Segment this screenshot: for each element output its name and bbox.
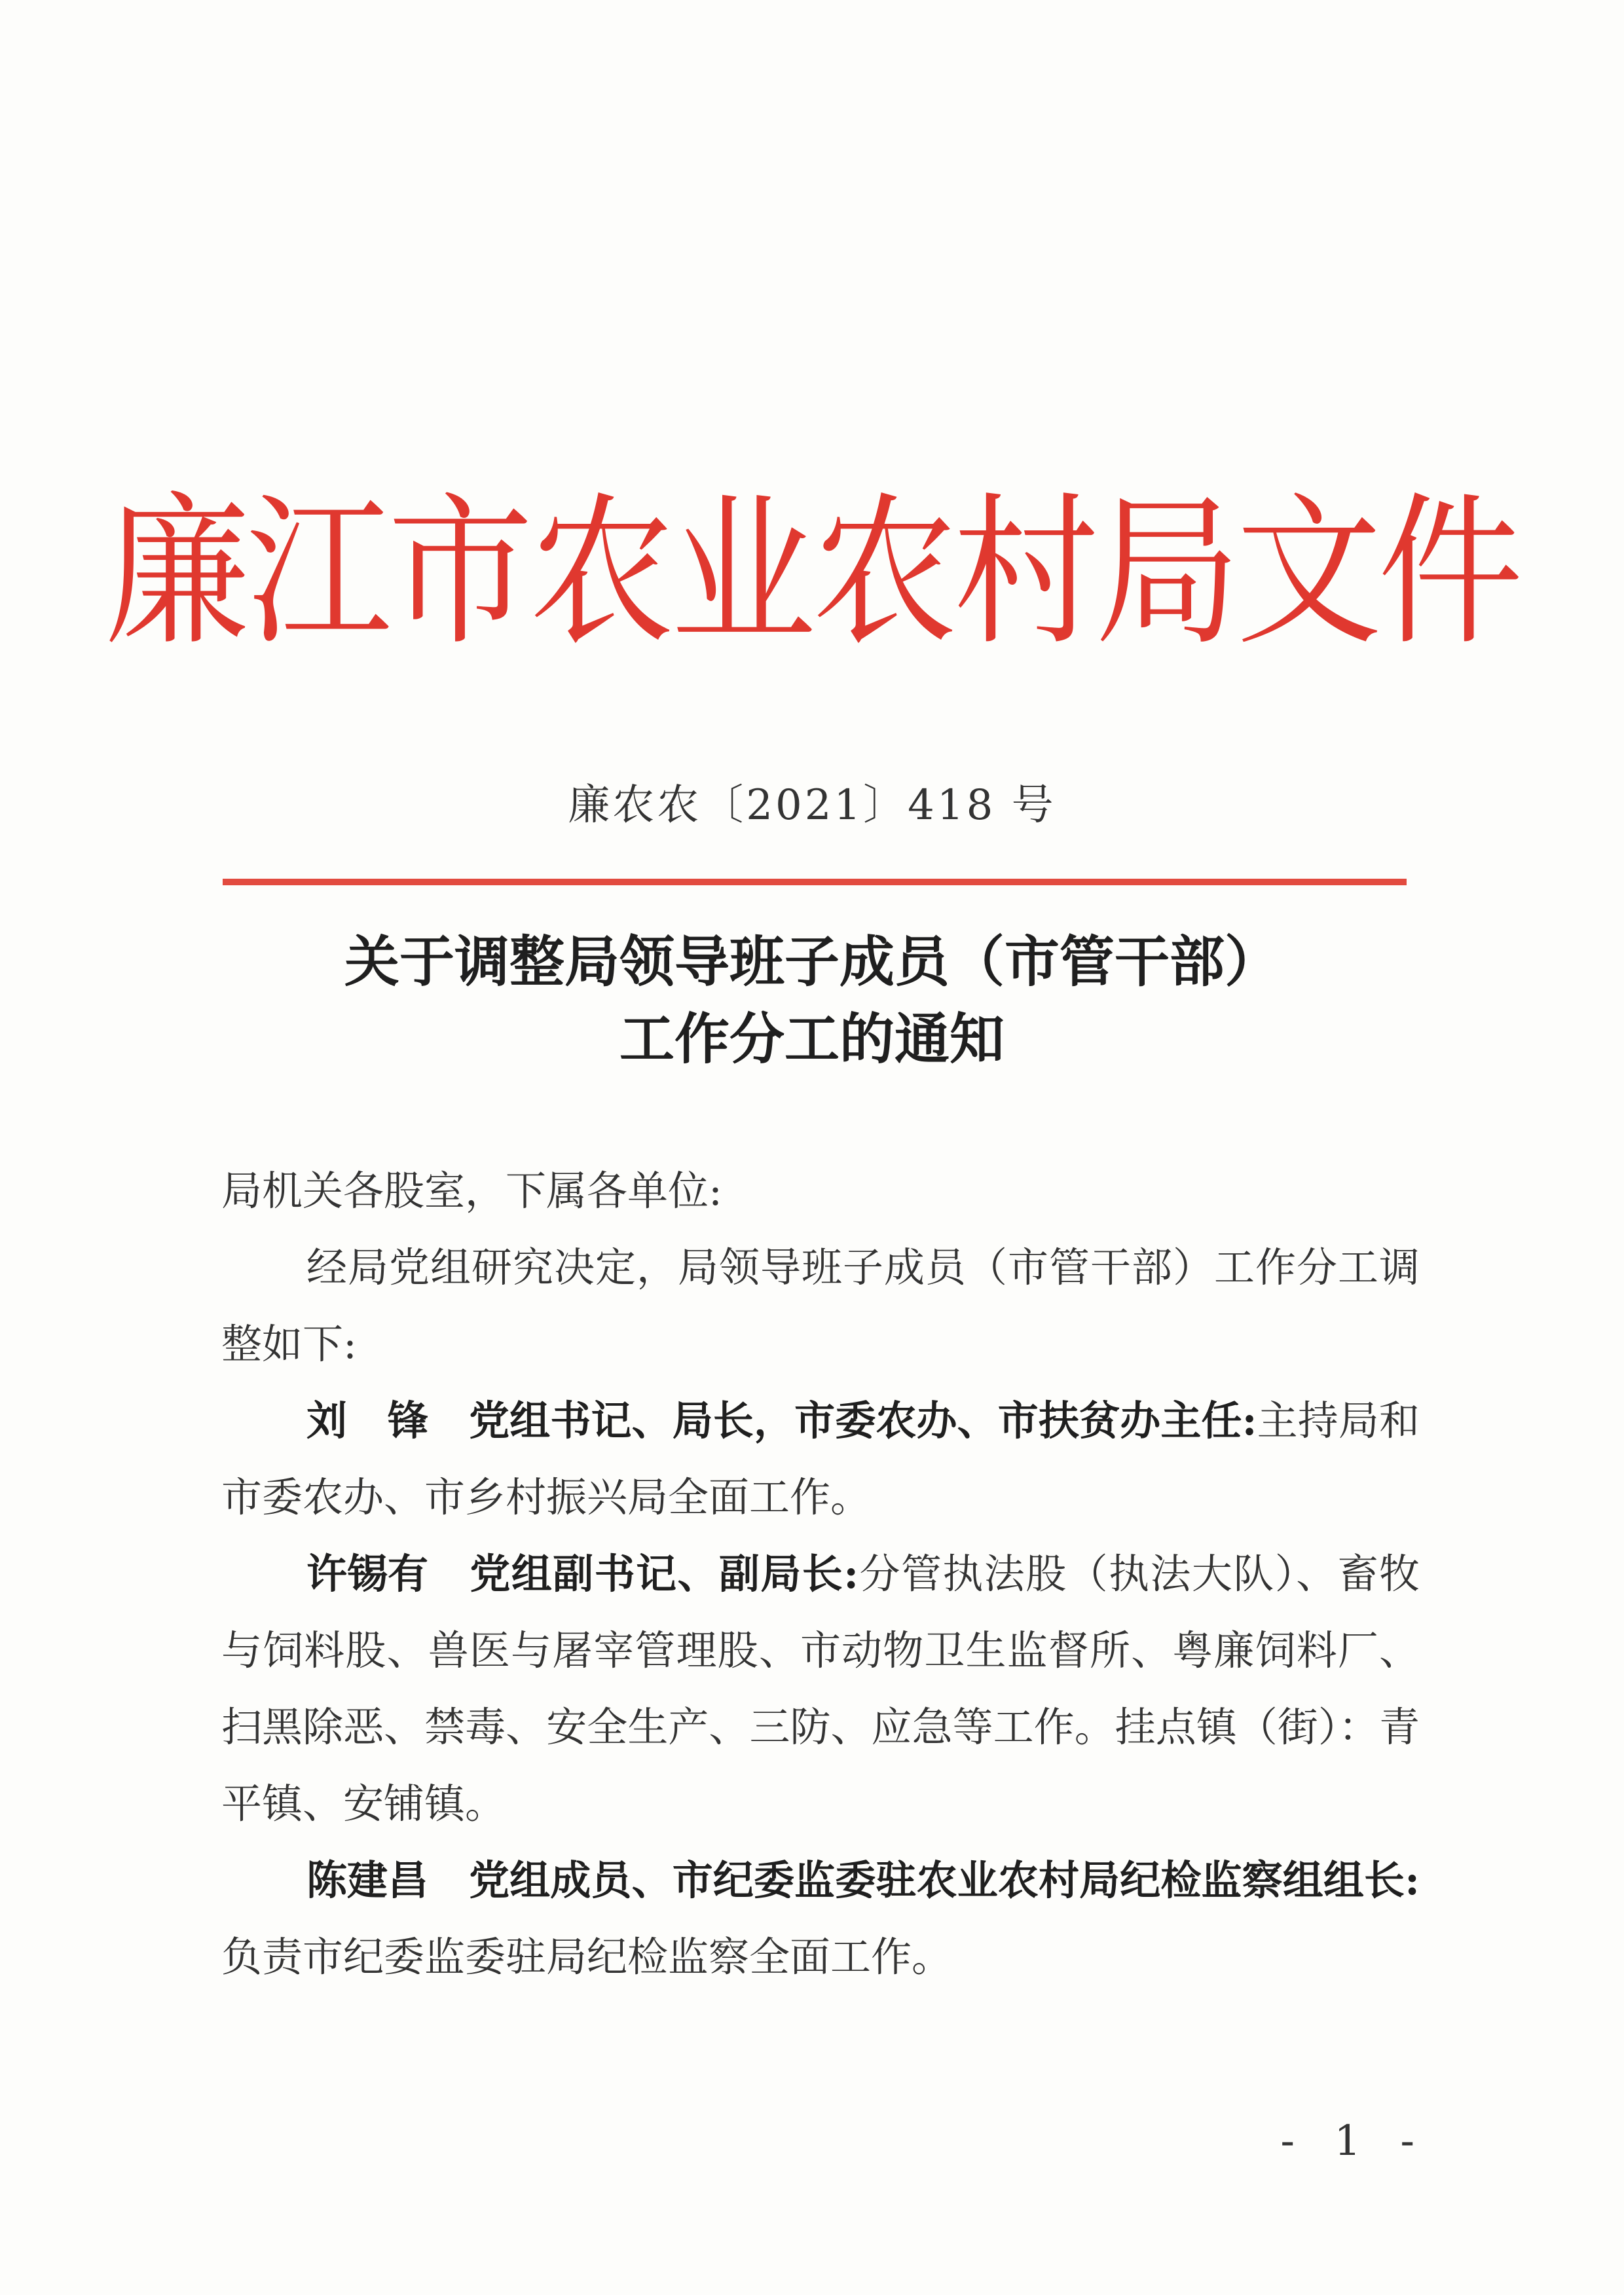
notice-title-line-2: 工作分工的通知 (619, 1006, 1005, 1071)
document-number: 廉农农〔2021〕418 号 (568, 781, 1056, 830)
notice-title (0, 923, 1624, 1078)
leader-paragraph-1 (221, 1382, 1420, 1535)
recipients-line: 局机关各股室，下属各单位: (221, 1167, 722, 1215)
leader-duties: 负责市纪委监委驻局纪检监察全面工作。 (221, 1933, 953, 1981)
leader-paragraph-3 (221, 1842, 1420, 1995)
leader-paragraph-2 (221, 1535, 1420, 1842)
document-body (221, 1152, 1420, 1995)
leader-position: 党组副书记、副局长: (469, 1550, 859, 1598)
leader-position: 党组成员、市纪委监委驻农业农村局纪检监察组组长: (469, 1856, 1420, 1904)
red-divider-line (223, 879, 1407, 885)
page-number: - 1 - (1280, 2117, 1428, 2165)
leader-duties: 分管执法股（执法大队）、畜牧与饲料股、兽医与屠宰管理股、市动物卫生监督所、粤廉饲料厂、扫黑除恶、禁毒、安全生产、三防、应急等工作。挂点镇（街）：青平镇、安铺镇。 (221, 1550, 1420, 1827)
leader-duties: 主持局和市委农办、市乡村振兴局全面工作。 (221, 1397, 1420, 1521)
leader-name: 许锡有 (306, 1550, 429, 1598)
leader-name: 陈建昌 (306, 1856, 429, 1904)
leader-name: 刘 锋 (306, 1397, 429, 1444)
notice-title-line-1: 关于调整局领导班子成员（市管干部） (344, 929, 1280, 994)
leader-position: 党组书记、局长，市委农办、市扶贫办主任: (469, 1397, 1257, 1444)
document-header-title: 廉江市农业农村局文件 (105, 478, 1519, 668)
intro-paragraph: 经局党组研究决定，局领导班子成员（市管干部）工作分工调整如下: (221, 1243, 1420, 1368)
